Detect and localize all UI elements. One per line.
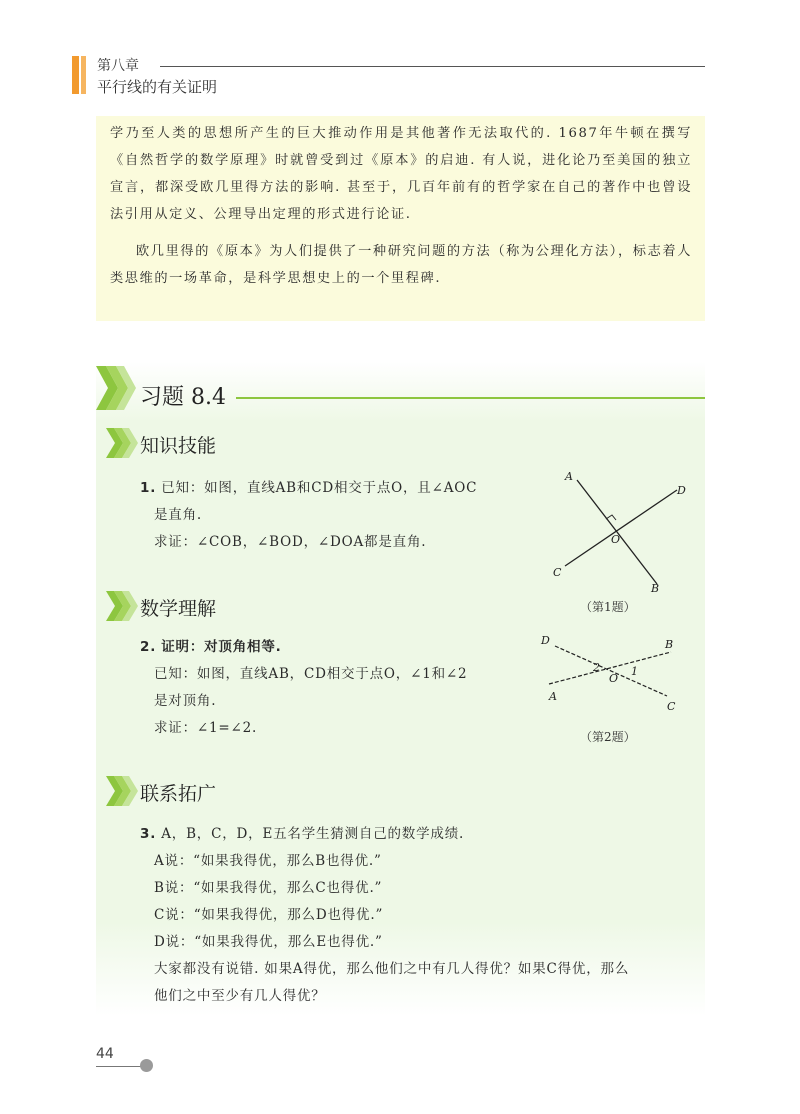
svg-text:O: O — [609, 672, 619, 685]
svg-text:1: 1 — [631, 665, 638, 678]
chapter-label: 第八章 — [97, 58, 139, 74]
reading-paragraph-2: 欧几里得的《原本》为人们提供了一种研究问题的方法（称为公理化方法），标志着人类思维的一场革命，是科学思想史上的一个里程碑. — [110, 244, 692, 286]
problem-1-line-3: 求证：∠COB，∠BOD，∠DOA都是直角. — [154, 534, 427, 550]
page-dot-icon — [140, 1059, 153, 1072]
figure-2 — [535, 630, 705, 716]
section-title-extension: 联系拓广 — [140, 783, 217, 805]
section-chevron-icon — [106, 776, 140, 806]
svg-text:A: A — [565, 470, 573, 483]
exercise-title: 习题 8.4 — [140, 385, 227, 410]
problem-2-line-3: 求证：∠1=∠2. — [154, 720, 258, 736]
svg-text:D: D — [541, 634, 550, 647]
page-rule — [96, 1066, 146, 1067]
svg-text:C: C — [667, 700, 676, 713]
chapter-marker — [72, 56, 86, 94]
svg-text:C: C — [553, 566, 562, 579]
problem-3-line-5: D说：“如果我得优，那么E也得优.” — [154, 934, 383, 950]
figure-1-caption: （第1题） — [580, 600, 636, 614]
chapter-title: 平行线的有关证明 — [97, 78, 218, 96]
reading-paragraph-1: 学乃至人类的思想所产生的巨大推动作用是其他著作无法取代的. 1687年牛顿在撰写《自然哲学的数学原理》时就曾受到过《原本》的启迪. 有人说，进化论乃至美国的独立宣言，都深受欧几里得方法的影响. 甚至于，几百年前有的哲学家在自己的著作中也曾设法引用从定义、公理导出定理的形式进行论证. — [110, 126, 692, 222]
header-rule — [160, 66, 705, 67]
figure-1 — [545, 462, 705, 602]
svg-text:B: B — [651, 582, 660, 595]
section-chevron-icon — [106, 591, 140, 621]
problem-2-line-2: 是对顶角. — [154, 693, 217, 709]
problem-1-line-1: 1. 已知：如图，直线AB和CD相交于点O，且∠AOC — [140, 480, 478, 496]
problem-3-line-6: 大家都没有说错. 如果A得优，那么他们之中有几人得优？如果C得优，那么 — [154, 961, 630, 977]
problem-3-line-7: 他们之中至少有几人得优？ — [154, 988, 326, 1004]
svg-text:2: 2 — [593, 661, 600, 674]
problem-2-head: 2. 证明：对顶角相等. — [140, 639, 282, 655]
svg-text:B: B — [665, 638, 674, 651]
problem-3-line-1: 3. A，B，C，D，E五名学生猜测自己的数学成绩. — [140, 826, 465, 842]
problem-3-line-2: A说：“如果我得优，那么B也得优.” — [154, 853, 382, 869]
exercise-title-rule — [236, 397, 705, 399]
problem-1-line-2: 是直角. — [154, 507, 202, 523]
section-chevron-icon — [106, 428, 140, 458]
section-title-skills: 知识技能 — [140, 435, 217, 457]
exercise-chevron-icon — [96, 366, 138, 410]
page-number: 44 — [96, 1046, 114, 1062]
problem-3-line-4: C说：“如果我得优，那么D也得优.” — [154, 907, 384, 923]
svg-text:A: A — [549, 690, 557, 703]
reading-box — [96, 116, 705, 321]
problem-2-line-1: 已知：如图，直线AB，CD相交于点O，∠1和∠2 — [154, 666, 468, 682]
svg-text:D: D — [677, 484, 686, 497]
section-title-understanding: 数学理解 — [140, 598, 217, 620]
svg-text:O: O — [611, 533, 621, 546]
problem-3-line-3: B说：“如果我得优，那么C也得优.” — [154, 880, 383, 896]
figure-2-caption: （第2题） — [580, 730, 636, 744]
